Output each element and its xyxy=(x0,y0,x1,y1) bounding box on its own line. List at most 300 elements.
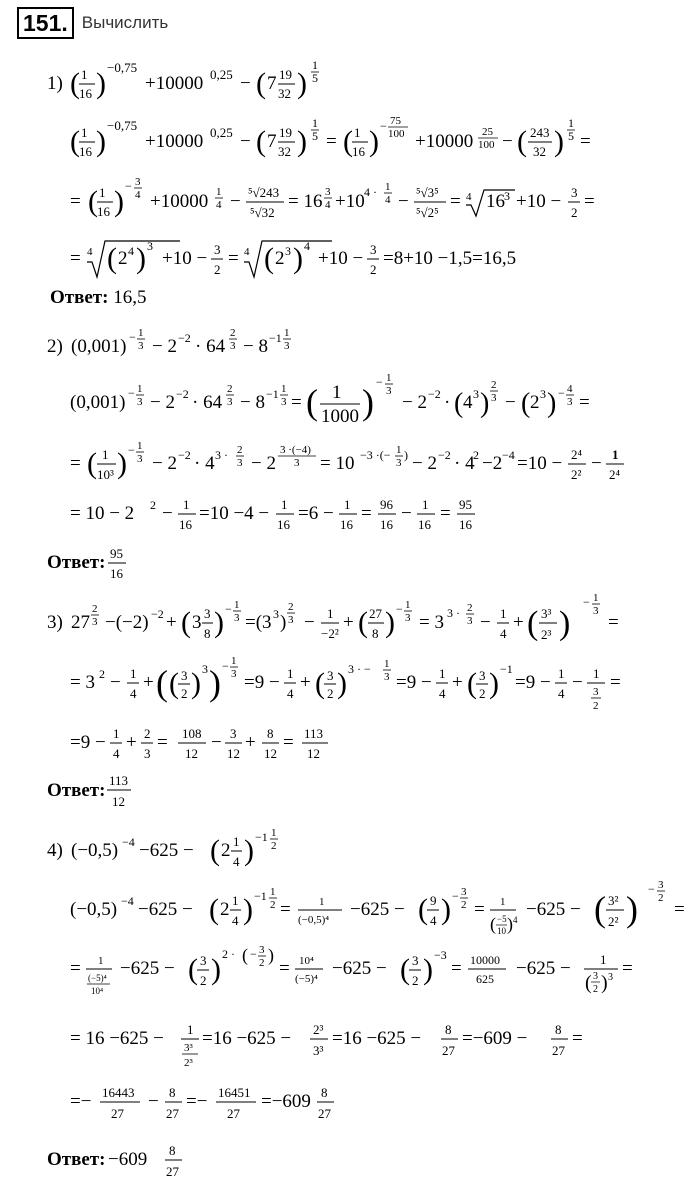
svg-text:(: ( xyxy=(156,663,168,703)
svg-text:2: 2 xyxy=(221,840,231,861)
svg-text:=8+10 −1,5=16,5: =8+10 −1,5=16,5 xyxy=(383,248,517,269)
svg-text:−3: −3 xyxy=(434,948,447,962)
problem-2-answer-value xyxy=(105,543,135,583)
svg-text:4: 4 xyxy=(325,199,331,211)
svg-text:1000: 1000 xyxy=(321,406,359,427)
svg-text:12: 12 xyxy=(227,746,240,761)
svg-text:): ) xyxy=(547,388,557,419)
svg-text:4: 4 xyxy=(558,686,565,701)
svg-text:4): 4) xyxy=(47,840,63,861)
problem-3-statement-formula xyxy=(47,592,687,648)
svg-text:=: = xyxy=(608,612,619,633)
svg-text:16: 16 xyxy=(459,517,472,532)
svg-text:3: 3 xyxy=(571,185,578,200)
svg-text:): ) xyxy=(559,605,571,642)
svg-text:+10: +10 xyxy=(335,191,365,212)
svg-text:4: 4 xyxy=(463,392,473,413)
svg-text:=: = xyxy=(326,131,337,152)
svg-text:1: 1 xyxy=(500,606,507,621)
svg-text:): ) xyxy=(297,125,307,158)
svg-text:+10000: +10000 xyxy=(145,73,204,94)
answer-label: Ответ: xyxy=(47,1149,106,1170)
problem-1-statement-formula xyxy=(47,58,347,112)
svg-text:): ) xyxy=(441,893,451,926)
svg-text:· 64: · 64 xyxy=(192,392,223,413)
svg-text:+: + xyxy=(245,732,256,753)
svg-text:2: 2 xyxy=(275,248,285,269)
exercise-title: Вычислить xyxy=(81,13,169,32)
svg-text:+10 −: +10 − xyxy=(162,248,208,269)
svg-text:(−0,5)⁴: (−0,5)⁴ xyxy=(298,914,330,926)
svg-text:3: 3 xyxy=(237,457,243,469)
svg-text:19: 19 xyxy=(279,67,292,82)
svg-text:+10 −: +10 − xyxy=(516,191,562,212)
svg-text:5: 5 xyxy=(312,129,318,143)
svg-text:=: = xyxy=(451,958,462,979)
svg-text:=−609: =−609 xyxy=(261,1091,311,1112)
svg-text:3: 3 xyxy=(137,453,143,465)
svg-text:1: 1 xyxy=(231,655,237,667)
svg-text:113: 113 xyxy=(304,726,324,741)
svg-text:1: 1 xyxy=(113,726,120,741)
svg-text:⁵√3⁵: ⁵√3⁵ xyxy=(416,185,439,200)
svg-text:(: ( xyxy=(585,972,592,994)
svg-text:· 4: · 4 xyxy=(454,453,475,474)
svg-text:−: − xyxy=(125,179,132,193)
problem-2-answer xyxy=(47,543,135,583)
exercise-header xyxy=(17,6,168,40)
svg-text:(−0,5): (−0,5) xyxy=(71,840,119,861)
svg-text:3: 3 xyxy=(137,396,143,408)
svg-text:2: 2 xyxy=(150,498,156,512)
svg-text:): ) xyxy=(369,125,379,158)
svg-text:−: − xyxy=(396,602,403,616)
svg-text:1: 1 xyxy=(396,444,402,456)
svg-text:2: 2 xyxy=(270,899,276,911)
svg-text:625: 625 xyxy=(476,972,494,986)
svg-text:1: 1 xyxy=(312,116,318,130)
svg-text:· 4: · 4 xyxy=(194,453,215,474)
svg-text:2⁴: 2⁴ xyxy=(609,467,621,482)
svg-text:1: 1 xyxy=(137,440,143,452)
svg-text:4: 4 xyxy=(87,246,93,258)
svg-text:3: 3 xyxy=(370,242,377,257)
svg-text:3: 3 xyxy=(467,615,473,627)
svg-text:−1: −1 xyxy=(500,662,513,676)
svg-text:(: ( xyxy=(454,388,464,419)
svg-text:): ) xyxy=(362,382,374,422)
svg-text:4: 4 xyxy=(244,246,250,258)
svg-text:−1: −1 xyxy=(266,387,279,401)
svg-text:+: + xyxy=(452,672,463,693)
svg-text:2⁴: 2⁴ xyxy=(571,447,583,462)
problem-1-line-2-formula xyxy=(70,115,670,170)
svg-text:27: 27 xyxy=(552,1043,565,1058)
svg-text:= 3: = 3 xyxy=(419,612,444,633)
svg-text:95: 95 xyxy=(459,497,472,512)
svg-text:3: 3 xyxy=(396,457,402,469)
svg-text:−: − xyxy=(240,131,251,152)
svg-text:8: 8 xyxy=(372,626,379,641)
svg-text:3: 3 xyxy=(540,387,546,401)
problem-4-statement-formula xyxy=(47,828,347,873)
svg-text:= 16: = 16 xyxy=(288,191,323,212)
svg-text:4: 4 xyxy=(513,915,518,925)
svg-text:=−: =− xyxy=(186,1091,208,1112)
svg-text:3: 3 xyxy=(479,668,486,683)
svg-text:8: 8 xyxy=(445,1022,452,1037)
svg-text:2: 2 xyxy=(479,686,486,701)
svg-text:3: 3 xyxy=(593,971,598,982)
svg-text:−: − xyxy=(558,386,565,400)
svg-text:3: 3 xyxy=(567,396,573,408)
svg-text:): ) xyxy=(489,667,499,700)
svg-text:2: 2 xyxy=(593,984,598,995)
svg-text:16: 16 xyxy=(97,204,110,219)
svg-text:32: 32 xyxy=(278,86,291,101)
svg-text:−: − xyxy=(401,503,412,524)
svg-text:4: 4 xyxy=(439,686,446,701)
svg-text:1: 1 xyxy=(281,497,288,512)
svg-text:=: = xyxy=(572,1028,583,1049)
svg-text:−2: −2 xyxy=(151,607,164,621)
svg-text:): ) xyxy=(114,185,124,218)
svg-text:1: 1 xyxy=(102,447,109,462)
svg-text:): ) xyxy=(280,612,287,633)
svg-text:+: + xyxy=(343,612,354,633)
svg-text:100: 100 xyxy=(388,128,405,140)
svg-text:−: − xyxy=(591,453,602,474)
svg-text:27: 27 xyxy=(442,1043,455,1058)
svg-text:1: 1 xyxy=(281,383,287,395)
svg-text:−: − xyxy=(304,612,315,633)
svg-text:+10000: +10000 xyxy=(145,131,204,152)
svg-text:=: = xyxy=(610,672,621,693)
svg-text:−4: −4 xyxy=(122,835,135,849)
svg-text:27: 27 xyxy=(71,612,90,633)
svg-text:=: = xyxy=(70,191,81,212)
svg-text:2: 2 xyxy=(530,392,540,413)
svg-text:): ) xyxy=(626,889,638,929)
svg-text:−2: −2 xyxy=(482,453,503,474)
svg-text:=10 −4 −: =10 −4 − xyxy=(199,503,270,524)
svg-text:4: 4 xyxy=(385,194,391,206)
svg-text:−2: −2 xyxy=(428,387,441,401)
svg-text:): ) xyxy=(297,67,307,100)
svg-text:12: 12 xyxy=(112,794,126,809)
svg-text:2³: 2³ xyxy=(313,1022,324,1037)
svg-text:3: 3 xyxy=(135,176,141,188)
svg-text:2: 2 xyxy=(593,700,599,712)
svg-text:3 · −: 3 · − xyxy=(348,662,371,676)
svg-text:3: 3 xyxy=(92,616,98,628)
problem-2-line-3 xyxy=(70,442,670,498)
svg-text:1: 1 xyxy=(332,382,342,403)
svg-text:− 8: − 8 xyxy=(243,336,268,357)
svg-text:): ) xyxy=(209,663,221,703)
svg-text:4: 4 xyxy=(130,686,137,701)
svg-text:+: + xyxy=(166,612,177,633)
svg-text:(−5)⁴: (−5)⁴ xyxy=(295,973,318,985)
svg-text:3: 3 xyxy=(473,387,479,401)
svg-text:−2: −2 xyxy=(176,387,189,401)
svg-text:32: 32 xyxy=(278,144,291,159)
svg-text:16: 16 xyxy=(380,517,393,532)
svg-text:4: 4 xyxy=(287,686,294,701)
svg-text:3: 3 xyxy=(325,186,331,198)
svg-text:−625 −: −625 − xyxy=(332,958,387,979)
problem-1-line-3-formula xyxy=(70,176,670,230)
svg-text:= 16 −625 −: = 16 −625 − xyxy=(70,1028,164,1049)
svg-text:1: 1 xyxy=(271,827,277,839)
svg-text:1: 1 xyxy=(130,666,137,681)
svg-text:(: ( xyxy=(400,953,410,986)
svg-text:3: 3 xyxy=(608,972,613,983)
svg-text:2): 2) xyxy=(47,336,63,357)
svg-text:): ) xyxy=(404,448,408,462)
svg-text:): ) xyxy=(293,242,303,275)
svg-text:(: ( xyxy=(490,914,496,934)
svg-text:2: 2 xyxy=(259,957,265,969)
problem-2-line-2-formula xyxy=(70,372,670,428)
svg-text:1: 1 xyxy=(183,497,190,512)
svg-text:243: 243 xyxy=(530,125,550,140)
svg-text:− 2: − 2 xyxy=(152,453,177,474)
svg-text:2: 2 xyxy=(118,248,128,269)
svg-text:3: 3 xyxy=(202,662,208,676)
svg-text:(: ( xyxy=(264,242,274,275)
problem-4-answer-value xyxy=(105,1138,195,1182)
svg-text:): ) xyxy=(507,914,513,934)
svg-text:2²: 2² xyxy=(608,914,619,929)
svg-text:(: ( xyxy=(467,667,477,700)
svg-text:3: 3 xyxy=(192,612,202,633)
svg-text:(: ( xyxy=(169,667,179,700)
svg-text:=: = xyxy=(474,899,485,920)
problem-2-line-3-formula xyxy=(70,442,670,492)
svg-text:8: 8 xyxy=(267,726,274,741)
svg-text:16: 16 xyxy=(340,517,353,532)
svg-text:(: ( xyxy=(306,382,318,422)
svg-text:1: 1 xyxy=(386,372,392,384)
svg-text:− 2: − 2 xyxy=(402,392,427,413)
svg-text:+10000: +10000 xyxy=(415,131,474,152)
svg-text:2: 2 xyxy=(461,899,467,911)
svg-text:4: 4 xyxy=(113,746,120,761)
svg-text:1: 1 xyxy=(385,181,391,193)
svg-text:· 64: · 64 xyxy=(195,336,226,357)
svg-text:−: − xyxy=(376,375,383,389)
svg-text:27: 27 xyxy=(227,1106,240,1121)
svg-text:−: − xyxy=(505,392,516,413)
svg-text:1: 1 xyxy=(558,666,565,681)
svg-text:3: 3 xyxy=(138,340,144,352)
svg-text:1: 1 xyxy=(232,893,239,908)
svg-text:7: 7 xyxy=(267,131,277,152)
svg-text:2: 2 xyxy=(99,667,105,681)
svg-text:19: 19 xyxy=(279,125,292,140)
svg-text:=: = xyxy=(584,191,595,212)
svg-text:(: ( xyxy=(107,242,117,275)
problem-1-line-4-formula xyxy=(70,235,590,290)
svg-text:−(−2): −(−2) xyxy=(105,612,149,633)
svg-text:−609: −609 xyxy=(108,1149,148,1170)
svg-text:1: 1 xyxy=(439,666,446,681)
svg-text:2: 2 xyxy=(473,448,479,462)
svg-text:2³: 2³ xyxy=(184,1057,193,1069)
svg-text:−0,75: −0,75 xyxy=(107,60,138,75)
svg-text:=: = xyxy=(70,248,81,269)
svg-text:27: 27 xyxy=(166,1164,180,1179)
svg-text:): ) xyxy=(554,125,564,158)
svg-text:2: 2 xyxy=(181,686,188,701)
svg-text:−3 ·(−: −3 ·(− xyxy=(360,448,391,462)
svg-text:(: ( xyxy=(87,447,97,480)
svg-text:4: 4 xyxy=(216,199,222,211)
svg-text:): ) xyxy=(214,606,224,639)
svg-text:1: 1 xyxy=(270,886,276,898)
svg-text:=16 −625 −: =16 −625 − xyxy=(332,1028,422,1049)
svg-text:3: 3 xyxy=(593,605,599,617)
svg-text:3: 3 xyxy=(384,671,390,683)
svg-text:=9 −: =9 − xyxy=(244,672,280,693)
svg-text:3: 3 xyxy=(214,242,221,257)
svg-text:3: 3 xyxy=(658,879,664,891)
svg-text:−625 −: −625 − xyxy=(526,899,581,920)
problem-3-line-2 xyxy=(70,655,670,724)
svg-text:3: 3 xyxy=(230,340,236,352)
problem-4-line-2 xyxy=(70,879,690,951)
svg-text:5: 5 xyxy=(312,71,318,85)
problem-4-statement xyxy=(47,828,347,879)
svg-text:): ) xyxy=(191,667,201,700)
problem-1-statement xyxy=(47,58,347,118)
svg-text:+: + xyxy=(513,612,524,633)
svg-text:=: = xyxy=(291,392,302,413)
svg-text:(: ( xyxy=(517,125,527,158)
svg-text:3³: 3³ xyxy=(184,1042,193,1054)
svg-text:−2: −2 xyxy=(438,448,451,462)
svg-text:=: = xyxy=(279,958,290,979)
svg-text:2: 2 xyxy=(220,899,230,920)
svg-text:(: ( xyxy=(315,667,325,700)
svg-text:1: 1 xyxy=(354,125,361,140)
svg-text:(: ( xyxy=(256,125,266,158)
problem-4-line-3-formula xyxy=(70,944,670,1009)
svg-text:−1: −1 xyxy=(254,889,267,903)
problem-1-line-3 xyxy=(70,176,670,236)
svg-text:1: 1 xyxy=(568,116,574,130)
svg-text:113: 113 xyxy=(109,773,129,788)
svg-text:2: 2 xyxy=(230,327,236,339)
svg-text:=9 −: =9 − xyxy=(70,732,106,753)
svg-text:(: ( xyxy=(188,953,198,986)
svg-text:): ) xyxy=(268,945,274,965)
svg-text:4: 4 xyxy=(135,189,141,201)
svg-text:3 ·: 3 · xyxy=(215,448,228,462)
svg-text:=: = xyxy=(280,899,291,920)
svg-text:−5: −5 xyxy=(497,914,507,924)
svg-text:): ) xyxy=(117,447,127,480)
svg-text:3: 3 xyxy=(288,614,294,626)
svg-text:−: − xyxy=(452,889,459,903)
svg-text:=: = xyxy=(70,453,81,474)
svg-text:2: 2 xyxy=(237,444,243,456)
svg-text:1: 1 xyxy=(234,599,240,611)
svg-text:4: 4 xyxy=(466,191,472,203)
svg-text:3: 3 xyxy=(327,668,334,683)
svg-text:0,25: 0,25 xyxy=(210,67,233,82)
svg-text:27: 27 xyxy=(369,606,382,621)
svg-text:−625 −: −625 − xyxy=(138,899,193,920)
svg-text:(: ( xyxy=(242,945,248,965)
svg-text:− 8: − 8 xyxy=(240,392,265,413)
svg-text:2: 2 xyxy=(144,726,151,741)
svg-text:3: 3 xyxy=(230,726,237,741)
svg-text:·: · xyxy=(444,392,451,413)
svg-text:1: 1 xyxy=(612,447,619,462)
svg-text:(: ( xyxy=(181,606,191,639)
svg-text:1: 1 xyxy=(600,952,607,967)
svg-text:27: 27 xyxy=(166,1106,179,1121)
svg-text:(: ( xyxy=(70,125,80,158)
svg-text:1: 1 xyxy=(287,666,294,681)
svg-text:108: 108 xyxy=(182,726,202,741)
svg-text:−: − xyxy=(572,672,583,693)
svg-text:−625 −: −625 − xyxy=(516,958,571,979)
svg-text:−: − xyxy=(230,191,241,212)
svg-text:+: + xyxy=(300,672,311,693)
svg-text:10³: 10³ xyxy=(97,467,114,482)
problem-4-line-5 xyxy=(70,1082,430,1136)
svg-text:3: 3 xyxy=(386,385,392,397)
svg-text:1: 1 xyxy=(187,1022,194,1037)
problem-3-line-3-formula xyxy=(70,722,390,767)
problem-2-statement-formula xyxy=(47,325,347,365)
svg-text:−: − xyxy=(583,595,590,609)
svg-text:=: = xyxy=(157,732,168,753)
svg-text:+10000: +10000 xyxy=(150,191,209,212)
svg-text:95: 95 xyxy=(110,546,124,561)
svg-text:3: 3 xyxy=(181,668,188,683)
svg-text:16: 16 xyxy=(179,517,192,532)
problem-4-line-4-formula xyxy=(70,1020,590,1075)
svg-text:2: 2 xyxy=(491,379,497,391)
svg-text:⁵√243: ⁵√243 xyxy=(248,185,280,200)
svg-text:−: − xyxy=(128,443,135,457)
answer-label: Ответ: xyxy=(47,552,106,573)
svg-text:): ) xyxy=(136,242,146,275)
svg-text:−: − xyxy=(480,612,491,633)
svg-text:3²: 3² xyxy=(608,893,619,908)
svg-text:16451: 16451 xyxy=(218,1085,251,1100)
svg-text:= 10 − 2: = 10 − 2 xyxy=(70,503,135,524)
svg-text:1: 1 xyxy=(312,58,318,72)
svg-text:3: 3 xyxy=(273,607,279,621)
svg-text:10⁴: 10⁴ xyxy=(299,955,314,967)
svg-text:12: 12 xyxy=(185,746,198,761)
svg-text:5: 5 xyxy=(568,129,574,143)
svg-text:2: 2 xyxy=(214,262,221,277)
svg-text:3: 3 xyxy=(504,189,510,203)
svg-text:1: 1 xyxy=(405,599,411,611)
svg-text:=: = xyxy=(228,248,239,269)
svg-text:=9 −: =9 − xyxy=(515,672,551,693)
svg-text:−625 −: −625 − xyxy=(139,840,194,861)
svg-text:1: 1 xyxy=(593,666,600,681)
svg-text:(: ( xyxy=(88,185,98,218)
svg-text:(−0,5): (−0,5) xyxy=(70,899,118,920)
